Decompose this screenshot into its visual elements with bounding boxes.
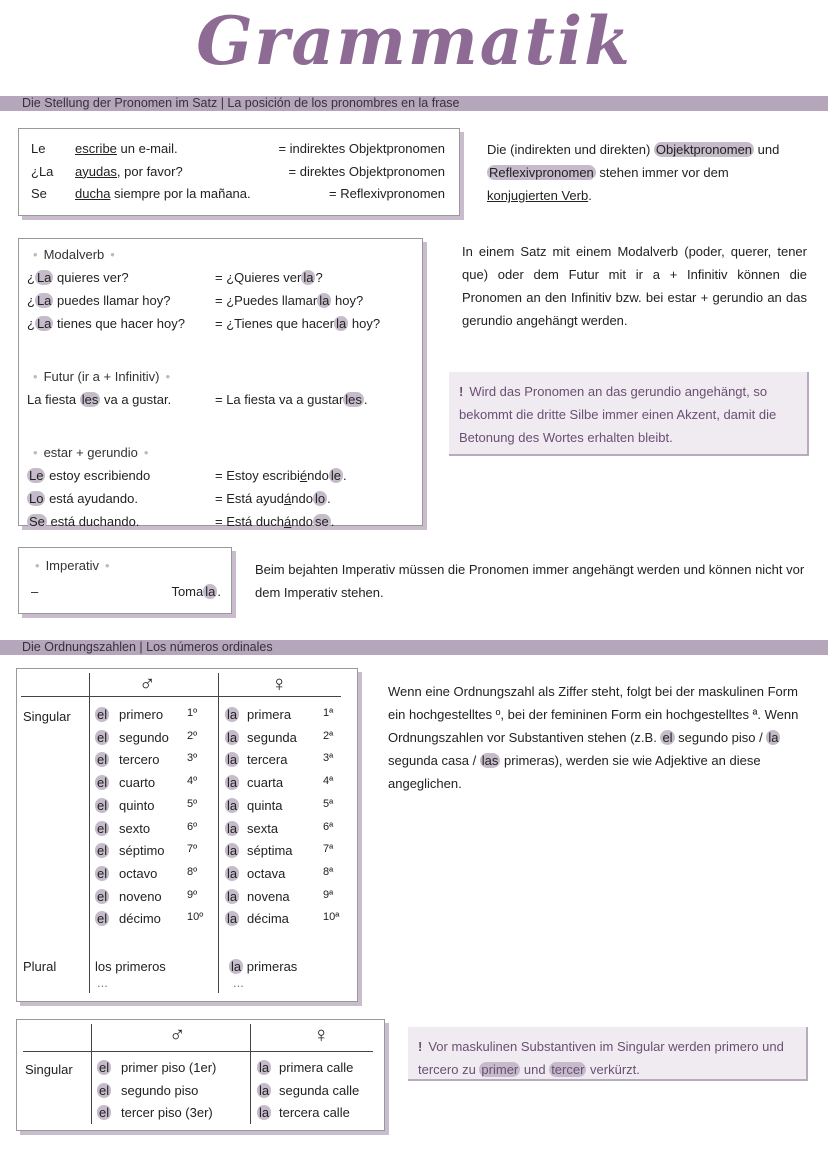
pronoun-examples-box [18, 128, 460, 216]
text-segment: Vor maskulinen Substantiven im Singular werden primero und tercero zu [418, 1039, 784, 1077]
masculine-article: el [97, 820, 108, 836]
text-segment: La fiesta [27, 392, 80, 407]
highlight: Lo [29, 491, 44, 506]
feminine-ordinal: tercera [247, 752, 288, 768]
feminine-article: la [227, 865, 238, 881]
highlight: les [81, 392, 99, 407]
group-heading [27, 445, 154, 460]
group-heading [27, 369, 176, 384]
masculine-article: el [97, 865, 108, 881]
heading-text: estar + gerundio [43, 445, 138, 460]
masculine-article: el [97, 707, 108, 722]
text-segment: = La fiesta va a gustar [215, 392, 344, 407]
text-segment: und [754, 142, 780, 157]
female-symbol-icon: ♀ [271, 671, 288, 696]
masculine-ordinal: tercero [119, 752, 160, 768]
example-right [215, 514, 334, 529]
masculine-ordinal: sexto [119, 820, 151, 836]
highlight: La [36, 293, 52, 308]
feminine-article: la [231, 959, 242, 974]
text-segment: ndo [291, 514, 313, 529]
highlight: el [662, 730, 673, 745]
masculine-number: 9º [187, 888, 198, 901]
feminine-ordinal: segunda [247, 729, 297, 745]
ordinals-explanation [388, 680, 808, 795]
feminine-ordinal: cuarta [247, 775, 284, 791]
masculine-ordinal: noveno [119, 888, 162, 904]
text-segment: segundo piso / [674, 730, 767, 745]
text-segment: und [520, 1062, 550, 1077]
ellipsis: ... [233, 975, 244, 990]
text-segment: stehen immer vor dem [595, 165, 729, 180]
text-segment: quieres ver? [53, 270, 129, 285]
text-segment: Toma [171, 584, 204, 599]
male-symbol-icon: ♂ [139, 671, 156, 696]
imperativ-example [171, 584, 221, 599]
example-verb: ayudas, [75, 163, 121, 179]
feminine-article: la [227, 820, 238, 836]
highlight: la [319, 293, 330, 308]
text-segment: tienes que hacer hoy? [53, 316, 185, 331]
example-left [27, 514, 139, 529]
example-sentence [75, 186, 251, 201]
feminine-ordinal: octava [247, 865, 286, 881]
text-segment: hoy? [331, 293, 364, 308]
imperativ-box [18, 547, 232, 614]
example-left [27, 270, 129, 285]
text-segment: Wenn eine Ordnungszahl als Ziffer steht, folgt bei der maskulinen Form ein hochgestelltes º, bei der femininen Form ein hochgestelltes ª. Wenn Ordnungszahlen vor Substantiven stehen (z.B. [388, 684, 799, 745]
masculine-article: el [97, 797, 108, 813]
short-forms-note [408, 1027, 808, 1081]
table-divider [218, 673, 219, 993]
text-segment: = Está duch [215, 514, 285, 529]
example-rest: por favor? [124, 163, 183, 179]
feminine-number: 2ª [323, 729, 334, 742]
text-segment: = Está ayud [215, 491, 285, 506]
feminine-article: la [227, 729, 238, 745]
masculine-number: 6º [187, 820, 198, 833]
bullet-icon: • [110, 247, 115, 262]
exclamation-icon: ! [459, 384, 464, 399]
feminine-number: 1ª [323, 707, 334, 719]
table-divider [89, 673, 90, 993]
text-segment: = ¿Tienes que hacer [215, 316, 335, 331]
example-left [27, 392, 171, 407]
example-left [27, 293, 171, 308]
example-right [215, 270, 323, 285]
example-right [215, 316, 380, 331]
text-segment: verkürzt. [586, 1062, 640, 1077]
bullet-icon: • [143, 445, 149, 460]
text-segment: estoy escribiendo [45, 468, 151, 483]
example-right [215, 491, 331, 506]
text-segment: á [284, 514, 292, 529]
text-segment: va a gustar. [100, 392, 172, 407]
highlight: les [345, 392, 362, 407]
masculine-article: el [97, 888, 108, 904]
masculine-article: el [97, 752, 108, 768]
ordinals-table [16, 668, 358, 1002]
highlight: la [768, 730, 779, 745]
feminine-article: la [259, 1060, 270, 1075]
example-rest: un e-mail. [120, 141, 178, 156]
warning-text: Wird das Pronomen an das gerundio angehängt, so bekommt die dritte Silbe immer einen Akzent, damit die Betonung des Wortes erhalten bleibt. [459, 384, 777, 445]
short-forms-table [16, 1019, 385, 1131]
highlight: tercer [551, 1062, 585, 1077]
table-divider [250, 1024, 251, 1124]
text-segment: = ¿Quieres ver [215, 270, 302, 285]
example-label: = Reflexivpronomen [329, 186, 445, 201]
example-right [215, 293, 363, 308]
text-segment: = ¿Puedes llamar [215, 293, 318, 308]
heading-text: Modalverb [43, 247, 105, 262]
masculine-ordinal: quinto [119, 797, 155, 813]
text-segment: . [342, 468, 347, 483]
highlight: le [330, 468, 341, 483]
table-divider [91, 1024, 92, 1124]
singular-label: Singular [25, 1062, 73, 1077]
masculine-form: tercer piso (3er) [121, 1105, 213, 1120]
text-segment: . [588, 188, 592, 203]
text-segment: Die (indirekten und direkten) [487, 142, 654, 157]
feminine-ordinal: sexta [247, 820, 279, 836]
masculine-number: 1º [187, 707, 198, 719]
feminine-number: 6ª [323, 820, 334, 833]
masculine-article: el [97, 843, 108, 859]
feminine-number: 5ª [323, 797, 334, 810]
masculine-ordinal: cuarto [119, 775, 156, 791]
imperativ-explanation: Beim bejahten Imperativ müssen die Pronomen immer angehängt werden und können nicht vor dem Imperativ stehen. [255, 562, 805, 600]
text-segment: hoy? [348, 316, 381, 331]
highlight: la [336, 316, 347, 331]
masculine-form: segundo piso [121, 1082, 199, 1098]
masculine-number: 8º [187, 865, 198, 878]
plural-masculine: los primeros [95, 959, 166, 974]
feminine-number: 4ª [323, 775, 334, 788]
masculine-number: 4º [187, 775, 198, 788]
highlight: Le [29, 468, 44, 483]
pronoun-position-note [487, 138, 787, 207]
example-pronoun: Le [31, 141, 46, 156]
example-left [27, 491, 138, 506]
masculine-number: 3º [187, 752, 198, 765]
highlight: La [36, 270, 52, 285]
masculine-ordinal: primero [119, 707, 164, 722]
example-label: = indirektes Objektpronomen [278, 141, 445, 156]
text-segment: konjugierten Verb [487, 188, 589, 203]
feminine-ordinal: décima [247, 911, 289, 927]
table-divider [21, 696, 341, 697]
feminine-article: la [227, 707, 238, 722]
example-verb: ducha [75, 186, 111, 201]
masculine-article: el [97, 729, 108, 745]
example-sentence [75, 164, 183, 179]
modal-explanation: In einem Satz mit einem Modalverb (poder, querer, tener que) oder dem Futur mit ir a + Infinitiv können die Pronomen an den Infinitiv bzw. bei estar + gerundio an das gerundio angehängt werden. [462, 244, 807, 328]
text-segment: = Estoy escribi [215, 468, 300, 483]
feminine-number: 3ª [323, 752, 334, 765]
feminine-article: la [227, 888, 238, 904]
masculine-number: 5º [187, 797, 198, 810]
example-left [27, 468, 150, 483]
text-segment: ndo [291, 491, 313, 506]
text-segment: puedes llamar hoy? [53, 293, 171, 308]
feminine-number: 10ª [323, 911, 340, 924]
example-sentence [75, 141, 178, 156]
example-rest: siempre por la mañana. [114, 186, 251, 201]
highlight: Objektpronomen [655, 142, 753, 157]
feminine-ordinal: novena [247, 888, 290, 904]
masculine-number: 10º [187, 911, 204, 924]
example-right [215, 392, 368, 407]
text-segment: . [330, 514, 335, 529]
feminine-article: la [227, 843, 238, 859]
modal-examples-box [18, 238, 423, 529]
feminine-number: 8ª [323, 865, 334, 878]
highlight: primer [481, 1062, 519, 1077]
example-pronoun: ¿La [31, 163, 54, 179]
text-segment: segunda casa / [388, 753, 480, 768]
bullet-icon: • [33, 247, 38, 262]
text-segment: primeras), werden sie wie Adjektive an diese angeglichen. [388, 753, 761, 791]
text-segment: ¿ [27, 270, 35, 285]
feminine-article: la [227, 775, 238, 791]
highlight: lo [314, 491, 326, 506]
note-text [418, 1039, 784, 1077]
masculine-number: 7º [187, 843, 198, 856]
feminine-article: la [227, 752, 238, 768]
highlight: la [303, 270, 314, 285]
masculine-number: 2º [187, 729, 198, 742]
feminine-article: la [259, 1082, 270, 1098]
gerundio-warning-note [449, 372, 809, 456]
exclamation-icon: ! [418, 1039, 423, 1054]
feminine-number: 7ª [323, 843, 334, 856]
text-segment: ndo [307, 468, 329, 483]
highlight: La [36, 316, 52, 331]
bullet-icon: • [33, 445, 38, 460]
text-segment: á [284, 491, 292, 506]
text-segment: ¿ [27, 316, 35, 331]
masculine-ordinal: segundo [119, 729, 169, 745]
feminine-article: la [227, 911, 238, 927]
feminine-form: primera calle [279, 1060, 354, 1075]
heading-text: Futur (ir a + Infinitiv) [43, 369, 160, 384]
text-segment: está duchando. [46, 514, 140, 529]
text-segment: . [217, 584, 221, 599]
feminine-article: la [259, 1105, 270, 1120]
feminine-ordinal: séptima [247, 843, 293, 859]
section-header-pronouns: Die Stellung der Pronomen im Satz | La posición de los pronombres en la frase [0, 96, 828, 111]
page-title: Grammatik [196, 2, 632, 80]
text-segment: ? [315, 270, 323, 285]
masculine-article: el [97, 775, 108, 791]
text-segment: está ayudando. [45, 491, 138, 506]
table-divider [23, 1051, 373, 1052]
example-verb: escribe [75, 141, 117, 156]
highlight: la [205, 584, 216, 599]
example-right [215, 468, 347, 483]
dash: – [31, 584, 39, 599]
masculine-article: el [99, 1060, 110, 1075]
masculine-form: primer piso (1er) [121, 1060, 217, 1075]
masculine-article: el [97, 911, 108, 927]
masculine-article: el [99, 1105, 110, 1120]
male-symbol-icon: ♂ [169, 1022, 186, 1047]
masculine-article: el [99, 1082, 110, 1098]
imperativ-heading: • Imperativ • [35, 558, 110, 573]
text-segment: . [363, 392, 368, 407]
ellipsis: ... [97, 975, 108, 990]
singular-label: Singular [23, 709, 71, 724]
feminine-article: la [227, 797, 238, 813]
example-label: = direktes Objektpronomen [288, 163, 445, 179]
example-left [27, 316, 185, 331]
highlight: las [481, 753, 499, 768]
feminine-form: tercera calle [279, 1105, 350, 1120]
section-header-ordinals: Die Ordnungszahlen | Los números ordinales [0, 640, 828, 655]
feminine-ordinal: quinta [247, 797, 283, 813]
group-heading [27, 247, 121, 262]
masculine-ordinal: octavo [119, 865, 158, 881]
feminine-form: segunda calle [279, 1082, 360, 1098]
text-segment: é [299, 468, 308, 483]
bullet-icon: • [33, 369, 38, 384]
example-pronoun: Se [31, 186, 47, 201]
female-symbol-icon: ♀ [313, 1022, 330, 1047]
feminine-number: 9ª [323, 888, 334, 901]
bullet-icon: • [165, 369, 171, 384]
text-segment: ¿ [27, 293, 35, 308]
highlight: Se [29, 514, 45, 529]
masculine-ordinal: décimo [119, 911, 161, 927]
text-segment: . [327, 491, 331, 506]
highlight: Reflexivpronomen [489, 165, 594, 180]
feminine-ordinal: primera [247, 707, 292, 722]
highlight: se [314, 514, 329, 529]
plural-label: Plural [23, 959, 57, 974]
masculine-ordinal: séptimo [119, 843, 165, 859]
plural-feminine: la primeras [231, 959, 298, 974]
